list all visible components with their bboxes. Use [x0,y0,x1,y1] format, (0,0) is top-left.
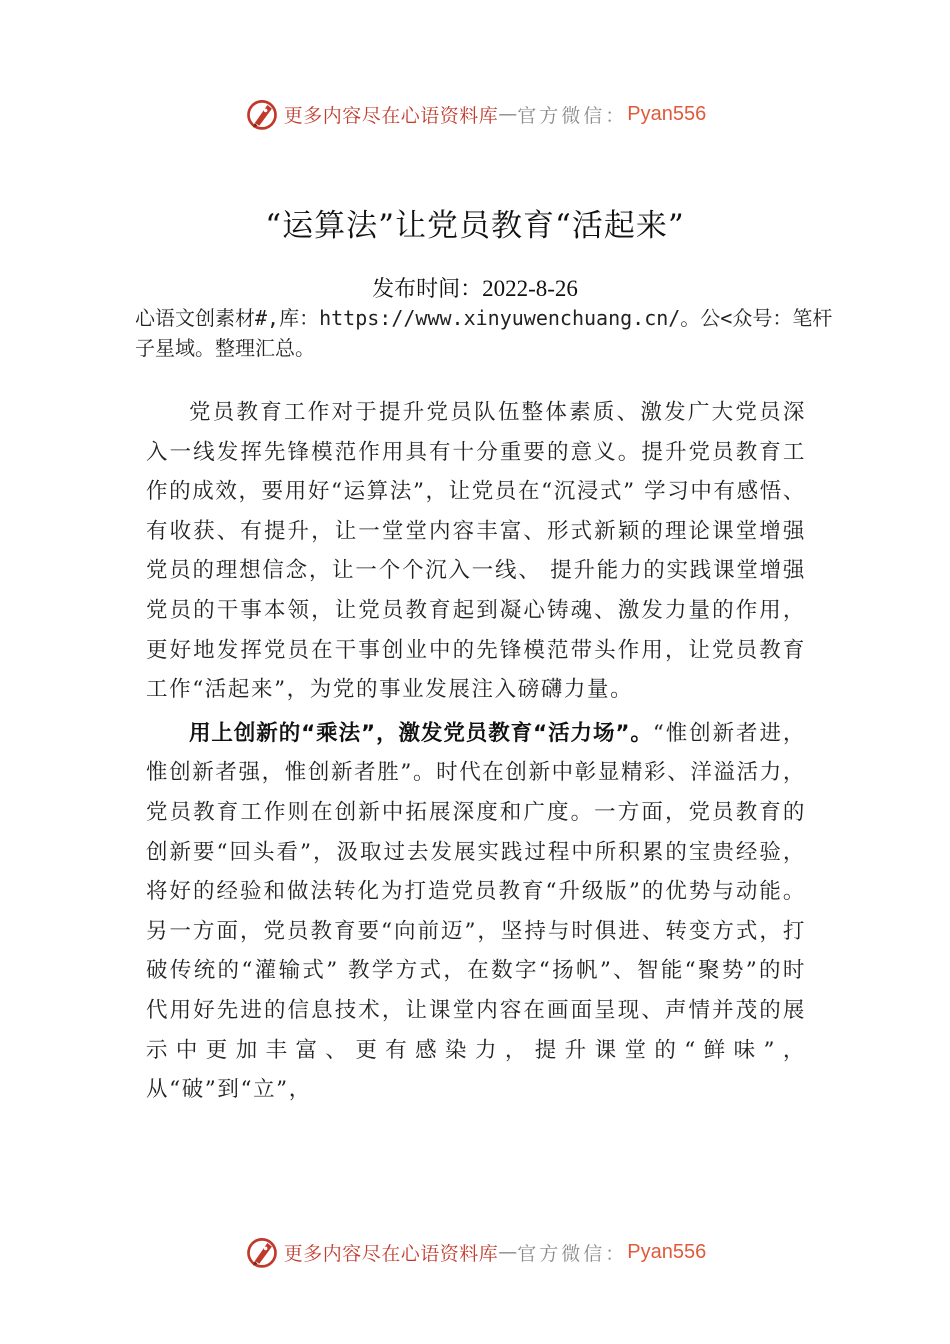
banner-dash: — [498,1241,518,1263]
paragraph [146,714,806,1110]
banner-text: 更多内容尽在心语资料库 [283,104,499,127]
banner-wechat-label: 官方微信： [517,104,628,127]
publish-date [0,272,950,303]
source-note: 心语文创素材#,库：https://www.xinyuwenchuang.cn/。公<众号：笔杆子星域。整理汇总。 [135,306,833,360]
paragraph-lead: 用上创新的“乘法”，激发党员教育“活力场”。 [189,720,653,746]
pen-nib-logo-icon [244,1234,280,1270]
publish-date-value: 2022-8-26 [482,276,578,301]
banner-wechat-id: Pyan556 [627,102,707,125]
header-banner [0,94,950,134]
article-body [146,393,806,1110]
banner-text: 更多内容尽在心语资料库 [283,1242,499,1265]
pen-nib-logo-icon [244,96,280,132]
footer-banner [0,1232,950,1272]
paragraph: 党员教育工作对于提升党员队伍整体素质、激发广大党员深入一线发挥先锋模范作用具有十分重要的意义。提升党员教育工作的成效，要用好“运算法”，让党员在“沉浸式” 学习中有感悟、有收获、有提升，让一堂堂内容丰富、形式新颖的理论课堂增强党员的理想信念，让一个个沉入一线、 提升能力的实践课堂增强党员的干事本领，让党员教育起到凝心铸魂、激发力量的作用，更好地发挥党员在干事创业中的先锋模范带头作用，让党员教育工作“活起来”，为党的事业发展注入磅礴力量。 [146,400,806,703]
article-title: “运算法”让党员教育“活起来” [265,208,685,244]
banner-wechat-id: Pyan556 [627,1240,707,1263]
banner-dash: — [498,103,518,125]
publish-date-label: 发布时间： [372,277,483,302]
paragraph-body: “惟创新者进，惟创新者强，惟创新者胜”。时代在创新中彰显精彩、洋溢活力，党员教育工作则在创新中拓展深度和广度。一方面，党员教育的创新要“回头看”，汲取过去发展实践过程中所积累的宝贵经验，将好的经验和做法转化为打造党员教育“升级版”的优势与动能。另一方面，党员教育要“向前迈”，坚持与时俱进、转变方式，打破传统的“灌输式” 教学方式，在数字“扬帆”、智能“聚势”的时代用好先进的信息技术，让课堂内容在画面呈现、声情并茂的展示中更加丰富、更有感染力，提升课堂的“鲜味”，从“破”到“立”， [146,720,806,1103]
banner-wechat-label: 官方微信： [517,1242,628,1265]
